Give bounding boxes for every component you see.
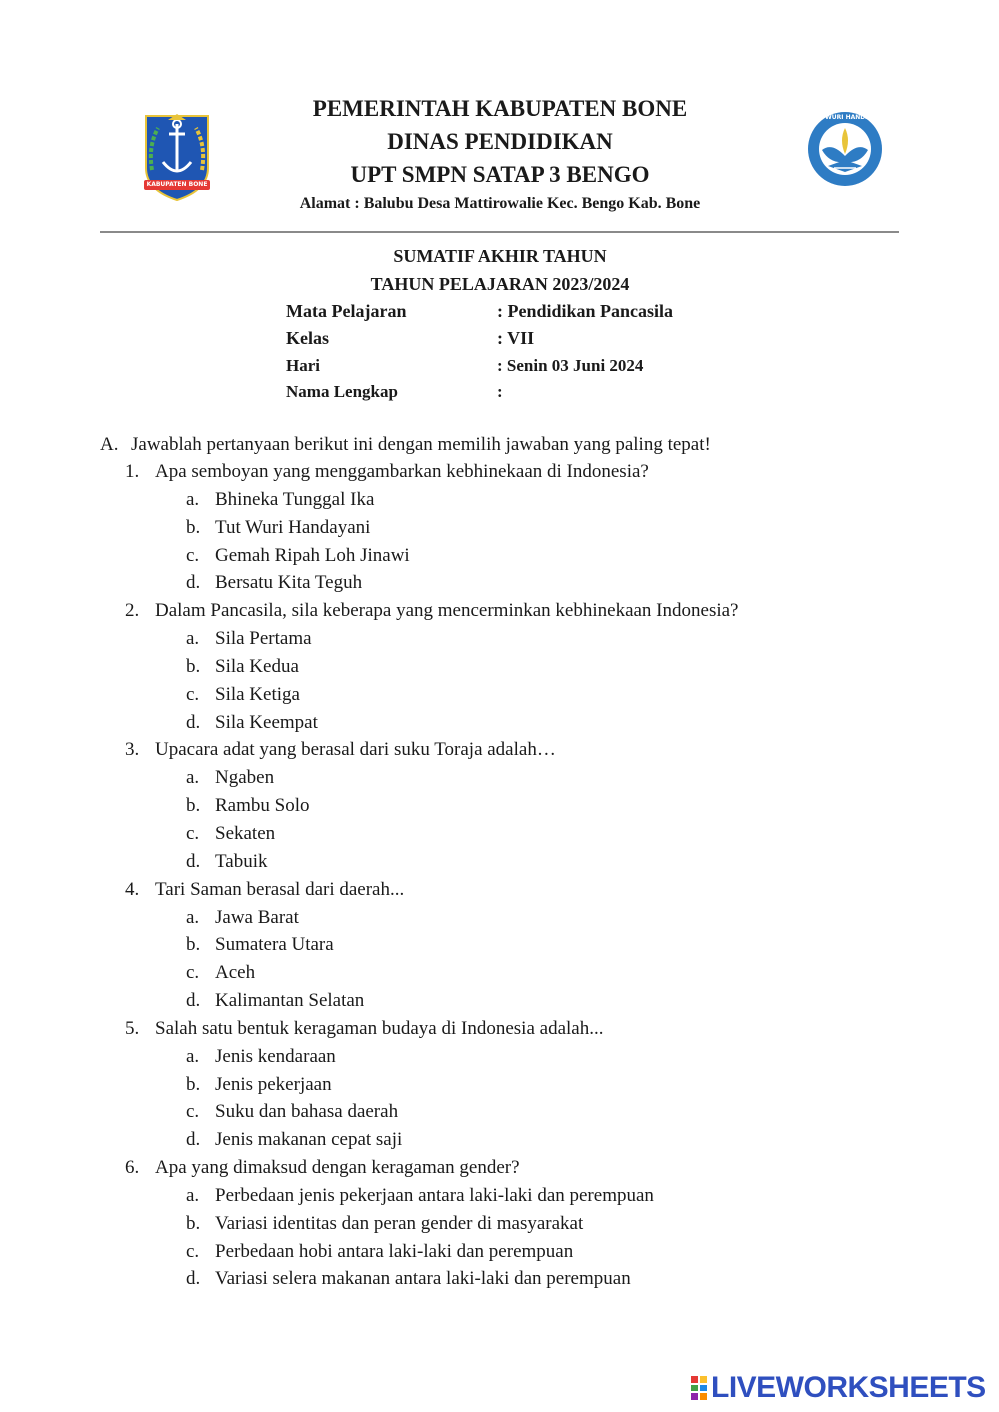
option-text: Tabuik [215, 850, 268, 872]
section-marker: A. [100, 434, 119, 455]
option-letter: a. [186, 1045, 200, 1067]
government-title: PEMERINTAH KABUPATEN BONE [312, 96, 688, 121]
question-2 [100, 597, 900, 736]
logo-tile [690, 1375, 699, 1384]
answer-option[interactable] [100, 848, 900, 876]
option-text: Bersatu Kita Teguh [215, 572, 363, 594]
option-text: Variasi identitas dan peran gender di masyarakat [215, 1212, 584, 1234]
option-text: Jenis pekerjaan [215, 1073, 332, 1095]
info-label: Kelas [286, 328, 329, 348]
question-text: Apa yang dimaksud dengan keragaman gender? [155, 1157, 520, 1179]
info-label: Hari [286, 356, 320, 375]
option-letter: c. [186, 683, 200, 705]
option-text: Jenis makanan cepat saji [215, 1129, 403, 1151]
question-6 [100, 1154, 900, 1293]
question-text: Dalam Pancasila, sila keberapa yang mencerminkan kebhinekaan Indonesia? [155, 600, 739, 622]
answer-option[interactable] [100, 1043, 900, 1071]
info-day [286, 353, 786, 380]
option-letter: d. [186, 850, 201, 872]
question-number: 2. [125, 600, 140, 622]
answer-option[interactable] [100, 820, 900, 848]
answer-option[interactable] [100, 653, 900, 681]
question-text: Tari Saman berasal dari daerah... [155, 878, 405, 900]
option-letter: b. [186, 934, 201, 956]
info-value: : Pendidikan Pancasila [497, 301, 674, 321]
option-text: Gemah Ripah Loh Jinawi [215, 544, 410, 566]
option-text: Ngaben [215, 767, 275, 789]
option-text: Suku dan bahasa daerah [215, 1101, 399, 1123]
question-text: Upacara adat yang berasal dari suku Toraja adalah… [155, 739, 556, 761]
answer-option[interactable] [100, 514, 900, 542]
info-value: : Senin 03 Juni 2024 [497, 356, 644, 375]
header-divider [100, 231, 899, 233]
answer-option[interactable] [100, 792, 900, 820]
option-letter: a. [186, 488, 200, 510]
option-text: Perbedaan hobi antara laki-laki dan perempuan [215, 1240, 574, 1262]
logo-banner-text: KABUPATEN BONE [146, 181, 208, 188]
info-value: : [497, 382, 503, 401]
academic-year: TAHUN PELAJARAN 2023/2024 [370, 274, 630, 294]
info-label: Nama Lengkap [286, 382, 398, 401]
school-title: UPT SMPN SATAP 3 BENGO [350, 162, 650, 187]
logo-tile [690, 1392, 699, 1401]
option-text: Tut Wuri Handayani [215, 516, 371, 538]
answer-option[interactable] [100, 542, 900, 570]
option-text: Perbedaan jenis pekerjaan antara laki-laki dan perempuan [215, 1184, 654, 1206]
option-text: Kalimantan Selatan [215, 990, 365, 1012]
option-letter: b. [186, 1073, 201, 1095]
question-number: 1. [125, 461, 140, 482]
brand-name: LIVEWORKSHEETS [711, 1371, 986, 1404]
option-letter: c. [186, 1101, 200, 1123]
option-letter: c. [186, 822, 200, 844]
option-text: Aceh [215, 962, 256, 984]
option-letter: a. [186, 906, 200, 928]
option-letter: a. [186, 628, 200, 650]
logo-tile [699, 1375, 708, 1384]
question-number: 4. [125, 878, 140, 900]
info-label: Mata Pelajaran [286, 301, 407, 321]
option-text: Bhineka Tunggal Ika [215, 488, 375, 510]
option-text: Rambu Solo [215, 795, 310, 817]
question-5 [100, 1015, 900, 1154]
question-number: 6. [125, 1157, 140, 1179]
answer-option[interactable] [100, 987, 900, 1015]
option-text: Sila Ketiga [215, 683, 300, 705]
option-text: Sila Keempat [215, 711, 318, 733]
answer-option[interactable] [100, 486, 900, 514]
option-letter: d. [186, 1268, 201, 1290]
option-letter: b. [186, 655, 201, 677]
question-4 [100, 876, 900, 1015]
department-title: DINAS PENDIDIKAN [387, 129, 613, 154]
answer-option[interactable] [100, 959, 900, 987]
option-letter: b. [186, 795, 201, 817]
option-letter: b. [186, 516, 201, 538]
option-letter: c. [186, 1240, 200, 1262]
answer-option[interactable] [100, 1071, 900, 1099]
question-text: Apa semboyan yang menggambarkan kebhinekaan di Indonesia? [155, 461, 649, 482]
option-letter: d. [186, 1129, 201, 1151]
option-letter: d. [186, 572, 201, 594]
answer-option[interactable] [100, 569, 900, 597]
answer-option[interactable] [100, 1182, 900, 1210]
option-text: Sila Pertama [215, 628, 312, 650]
answer-option[interactable] [100, 904, 900, 932]
info-value: : VII [497, 328, 535, 348]
instruction-text: Jawablah pertanyaan berikut ini dengan memilih jawaban yang paling tepat! [131, 434, 711, 455]
answer-option[interactable] [100, 709, 900, 737]
answer-option[interactable] [100, 1098, 900, 1126]
info-class [286, 325, 786, 352]
question-text: Salah satu bentuk keragaman budaya di Indonesia adalah... [155, 1017, 604, 1039]
option-letter: d. [186, 990, 201, 1012]
option-letter: b. [186, 1212, 201, 1234]
liveworksheets-logo-icon [690, 1375, 708, 1401]
kabupaten-bone-logo [138, 110, 216, 202]
option-text: Jenis kendaraan [215, 1045, 336, 1067]
question-3 [100, 736, 900, 875]
option-text: Variasi selera makanan antara laki-laki dan perempuan [215, 1268, 631, 1290]
answer-option[interactable] [100, 764, 900, 792]
answer-option[interactable] [100, 1238, 900, 1266]
question-list [100, 458, 900, 1293]
question-number: 5. [125, 1017, 140, 1039]
logo-tile [690, 1384, 699, 1393]
answer-option[interactable] [100, 681, 900, 709]
option-text: Sila Kedua [215, 655, 299, 677]
option-letter: c. [186, 962, 200, 984]
section-a-instruction [100, 431, 900, 458]
answer-option[interactable] [100, 1210, 900, 1238]
option-text: Sekaten [215, 822, 276, 844]
answer-option[interactable] [100, 1126, 900, 1154]
option-text: Jawa Barat [215, 906, 299, 928]
info-subject [286, 298, 786, 325]
answer-option[interactable] [100, 931, 900, 959]
exam-title: SUMATIF AKHIR TAHUN [393, 246, 607, 266]
school-address: Alamat : Balubu Desa Mattirowalie Kec. Bengo Kab. Bone [299, 195, 701, 212]
question-number: 3. [125, 739, 140, 761]
option-letter: a. [186, 767, 200, 789]
option-text: Sumatera Utara [215, 934, 334, 956]
question-1 [100, 458, 900, 597]
liveworksheets-brand[interactable] [690, 1372, 986, 1404]
info-full-name [286, 379, 786, 406]
option-letter: a. [186, 1184, 200, 1206]
option-letter: d. [186, 711, 201, 733]
logo-ring-text: TUT WURI HANDAYANI [810, 114, 885, 121]
logo-tile [699, 1392, 708, 1401]
answer-option[interactable] [100, 625, 900, 653]
logo-tile [699, 1384, 708, 1393]
answer-option[interactable] [100, 1265, 900, 1293]
tut-wuri-handayani-logo [806, 110, 884, 188]
option-letter: c. [186, 544, 200, 566]
